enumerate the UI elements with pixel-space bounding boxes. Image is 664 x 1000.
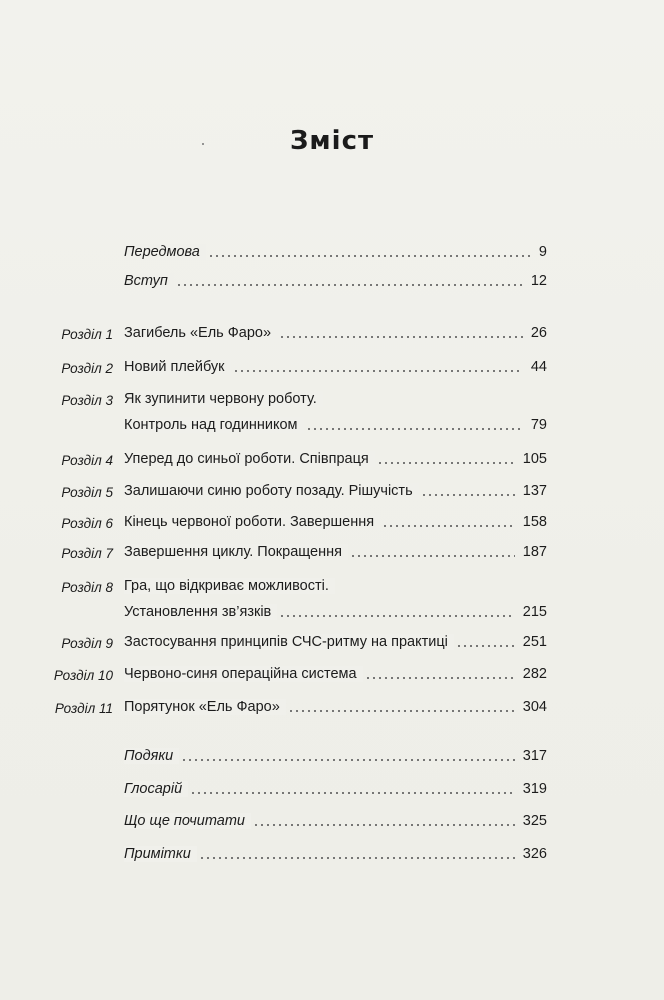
chapter-number: Розділ 10 bbox=[53, 668, 113, 683]
entry-title: Червоно-синя операційна система bbox=[124, 666, 363, 682]
dot-leader bbox=[306, 428, 523, 430]
chapter-number: Розділ 1 bbox=[61, 327, 113, 342]
entry-title: Глосарій bbox=[124, 781, 188, 797]
page-number: 215 bbox=[522, 604, 547, 620]
entry-title: Уперед до синьої роботи. Співпраця bbox=[124, 451, 375, 467]
toc-entry[interactable] bbox=[0, 514, 664, 538]
entry-title: Як зупинити червону роботу. bbox=[124, 391, 323, 407]
chapter-number: Розділ 4 bbox=[61, 453, 113, 468]
entry-title: Залишаючи синю роботу позаду. Рішучість bbox=[124, 483, 419, 499]
page-number: 26 bbox=[530, 325, 547, 341]
page-number: 326 bbox=[522, 846, 547, 862]
toc-entry[interactable] bbox=[0, 748, 664, 772]
entry-title: Установлення зв’язків bbox=[124, 604, 277, 620]
toc-entry[interactable] bbox=[0, 846, 664, 870]
page-number: 325 bbox=[522, 813, 547, 829]
entry-title: Примітки bbox=[124, 846, 197, 862]
entry-title: Гра, що відкриває можливості. bbox=[124, 578, 335, 594]
dot-leader bbox=[377, 462, 515, 464]
toc-entry[interactable] bbox=[0, 244, 664, 268]
chapter-number: Розділ 3 bbox=[61, 393, 113, 408]
toc-entry[interactable] bbox=[0, 451, 664, 475]
dot-leader bbox=[199, 857, 515, 859]
toc-entry[interactable] bbox=[0, 417, 664, 441]
chapter-number: Розділ 11 bbox=[54, 701, 113, 716]
page-number: 282 bbox=[522, 666, 547, 682]
toc-entry[interactable] bbox=[0, 483, 664, 507]
dot-leader bbox=[288, 710, 515, 712]
chapter-number: Розділ 9 bbox=[61, 636, 113, 651]
page-number: 137 bbox=[522, 483, 547, 499]
dot-leader bbox=[253, 824, 515, 826]
dot-leader bbox=[190, 792, 515, 794]
chapter-number: Розділ 8 bbox=[61, 580, 113, 595]
dot-leader bbox=[176, 284, 523, 286]
toc-entry-line1 bbox=[0, 578, 664, 602]
entry-title: Застосування принципів СЧС-ритму на практиці bbox=[124, 634, 454, 650]
toc-entry[interactable] bbox=[0, 634, 664, 658]
toc-entry[interactable] bbox=[0, 699, 664, 723]
dot-leader bbox=[350, 555, 515, 557]
entry-title: Порятунок «Ель Фаро» bbox=[124, 699, 286, 715]
dot-leader bbox=[382, 525, 515, 527]
page-number: 317 bbox=[522, 748, 547, 764]
toc-entry[interactable] bbox=[0, 359, 664, 383]
toc-entry-line1 bbox=[0, 391, 664, 415]
entry-title: Завершення циклу. Покращення bbox=[124, 544, 348, 560]
toc-entry[interactable] bbox=[0, 604, 664, 628]
page-number: 304 bbox=[522, 699, 547, 715]
dot-leader bbox=[279, 336, 523, 338]
toc-entry[interactable] bbox=[0, 273, 664, 297]
entry-title: Подяки bbox=[124, 748, 179, 764]
page-number: 158 bbox=[522, 514, 547, 530]
dot-leader bbox=[456, 645, 515, 647]
page-title: Зміст bbox=[289, 126, 375, 156]
entry-title: Кінець червоної роботи. Завершення bbox=[124, 514, 380, 530]
chapter-number: Розділ 6 bbox=[61, 516, 113, 531]
dot-leader bbox=[279, 615, 515, 617]
page-number: 105 bbox=[522, 451, 547, 467]
entry-title: Загибель «Ель Фаро» bbox=[124, 325, 277, 341]
entry-title: Що ще почитати bbox=[124, 813, 251, 829]
dot-leader bbox=[208, 255, 531, 257]
toc-entry[interactable] bbox=[0, 666, 664, 690]
toc-entry[interactable] bbox=[0, 781, 664, 805]
entry-title: Вступ bbox=[124, 273, 174, 289]
toc-entry[interactable] bbox=[0, 813, 664, 837]
toc-entry[interactable] bbox=[0, 325, 664, 349]
dot-leader bbox=[181, 759, 515, 761]
dot-leader bbox=[365, 677, 515, 679]
page-number: 9 bbox=[538, 244, 547, 260]
page-number: 187 bbox=[522, 544, 547, 560]
chapter-number: Розділ 2 bbox=[61, 361, 113, 376]
entry-title: Контроль над годинником bbox=[124, 417, 304, 433]
page-number: 319 bbox=[522, 781, 547, 797]
chapter-number: Розділ 7 bbox=[61, 546, 113, 561]
page-number: 44 bbox=[530, 359, 547, 375]
page-number: 251 bbox=[522, 634, 547, 650]
page-number: 79 bbox=[530, 417, 547, 433]
chapter-number: Розділ 5 bbox=[61, 485, 113, 500]
dot-leader bbox=[421, 494, 515, 496]
entry-title: Передмова bbox=[124, 244, 206, 260]
entry-title: Новий плейбук bbox=[124, 359, 231, 375]
toc-entry[interactable] bbox=[0, 544, 664, 568]
dot-leader bbox=[233, 370, 523, 372]
page-number: 12 bbox=[530, 273, 547, 289]
